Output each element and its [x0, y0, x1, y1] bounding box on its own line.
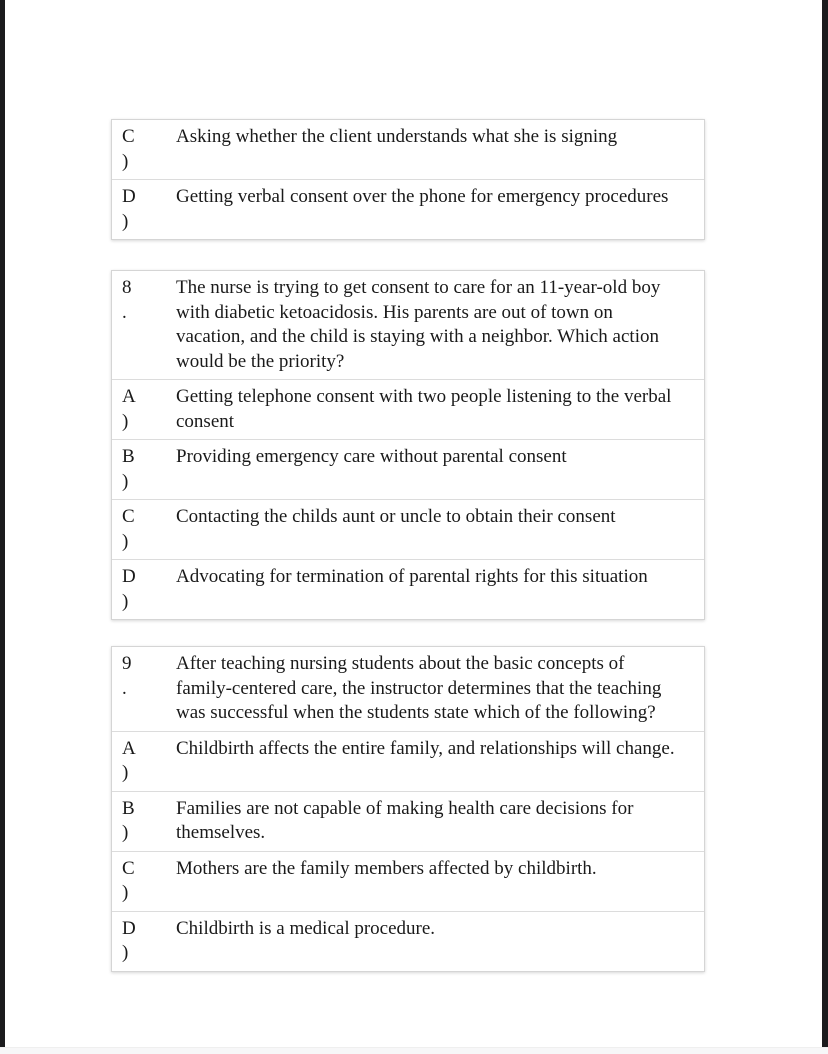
option-text: Getting verbal consent over the phone for emergency procedures — [176, 186, 669, 207]
table-row — [112, 271, 704, 379]
option-text: Providing emergency care without parental consent — [176, 446, 567, 467]
table-row — [112, 179, 704, 239]
option-text: Advocating for termination of parental rights for this situation — [176, 566, 648, 587]
table-row — [112, 647, 704, 731]
option-text: Families are not capable of making health care decisions for themselves. — [176, 797, 634, 843]
table-row — [112, 731, 704, 791]
question-8-table — [111, 270, 705, 620]
option-text: Getting telephone consent with two people listening to the verbal consent — [176, 386, 672, 432]
table-row — [112, 911, 704, 971]
question-text: The nurse is trying to get consent to care for an 11-year-old boy with diabetic ketoacidosis. His parents are out of town on vacation, and the child is staying with a neighbor. Which action would be the priority? — [176, 277, 661, 372]
option-letter: D ) — [122, 186, 136, 232]
option-text: Childbirth is a medical procedure. — [176, 917, 436, 939]
table-row — [112, 499, 704, 559]
table-row — [112, 379, 704, 439]
option-text: Contacting the childs aunt or uncle to obtain their consent — [176, 506, 616, 527]
option-letter: D ) — [122, 566, 136, 612]
option-letter: A ) — [122, 386, 136, 432]
option-letter: B ) — [122, 797, 135, 843]
question-options-table-partial — [111, 119, 705, 240]
option-letter: A ) — [122, 737, 136, 783]
option-letter: B ) — [122, 446, 135, 492]
option-text: Childbirth affects the entire family, and relationships will change. — [176, 737, 675, 759]
option-text: Mothers are the family members affected by childbirth. — [176, 857, 597, 879]
table-row — [112, 120, 704, 179]
document-page — [111, 119, 705, 972]
table-row — [112, 559, 704, 619]
question-9-table — [111, 646, 705, 972]
option-letter: C ) — [122, 857, 135, 903]
viewer-right-edge-strip — [822, 0, 828, 1048]
table-row — [112, 851, 704, 911]
option-letter: C ) — [122, 506, 135, 552]
question-number: 8 . — [122, 277, 132, 323]
viewer-bottom-bar — [0, 1047, 828, 1054]
option-letter: C ) — [122, 126, 135, 172]
table-row — [112, 791, 704, 851]
option-letter: D ) — [122, 917, 136, 963]
option-text: Asking whether the client understands what she is signing — [176, 126, 618, 147]
question-text: After teaching nursing students about the basic concepts of family-centered care, the instructor determines that the teaching was successful when the students state which of the following? — [176, 653, 662, 723]
table-row — [112, 439, 704, 499]
viewer-left-edge-strip — [0, 0, 5, 1048]
question-number: 9 . — [122, 653, 132, 699]
